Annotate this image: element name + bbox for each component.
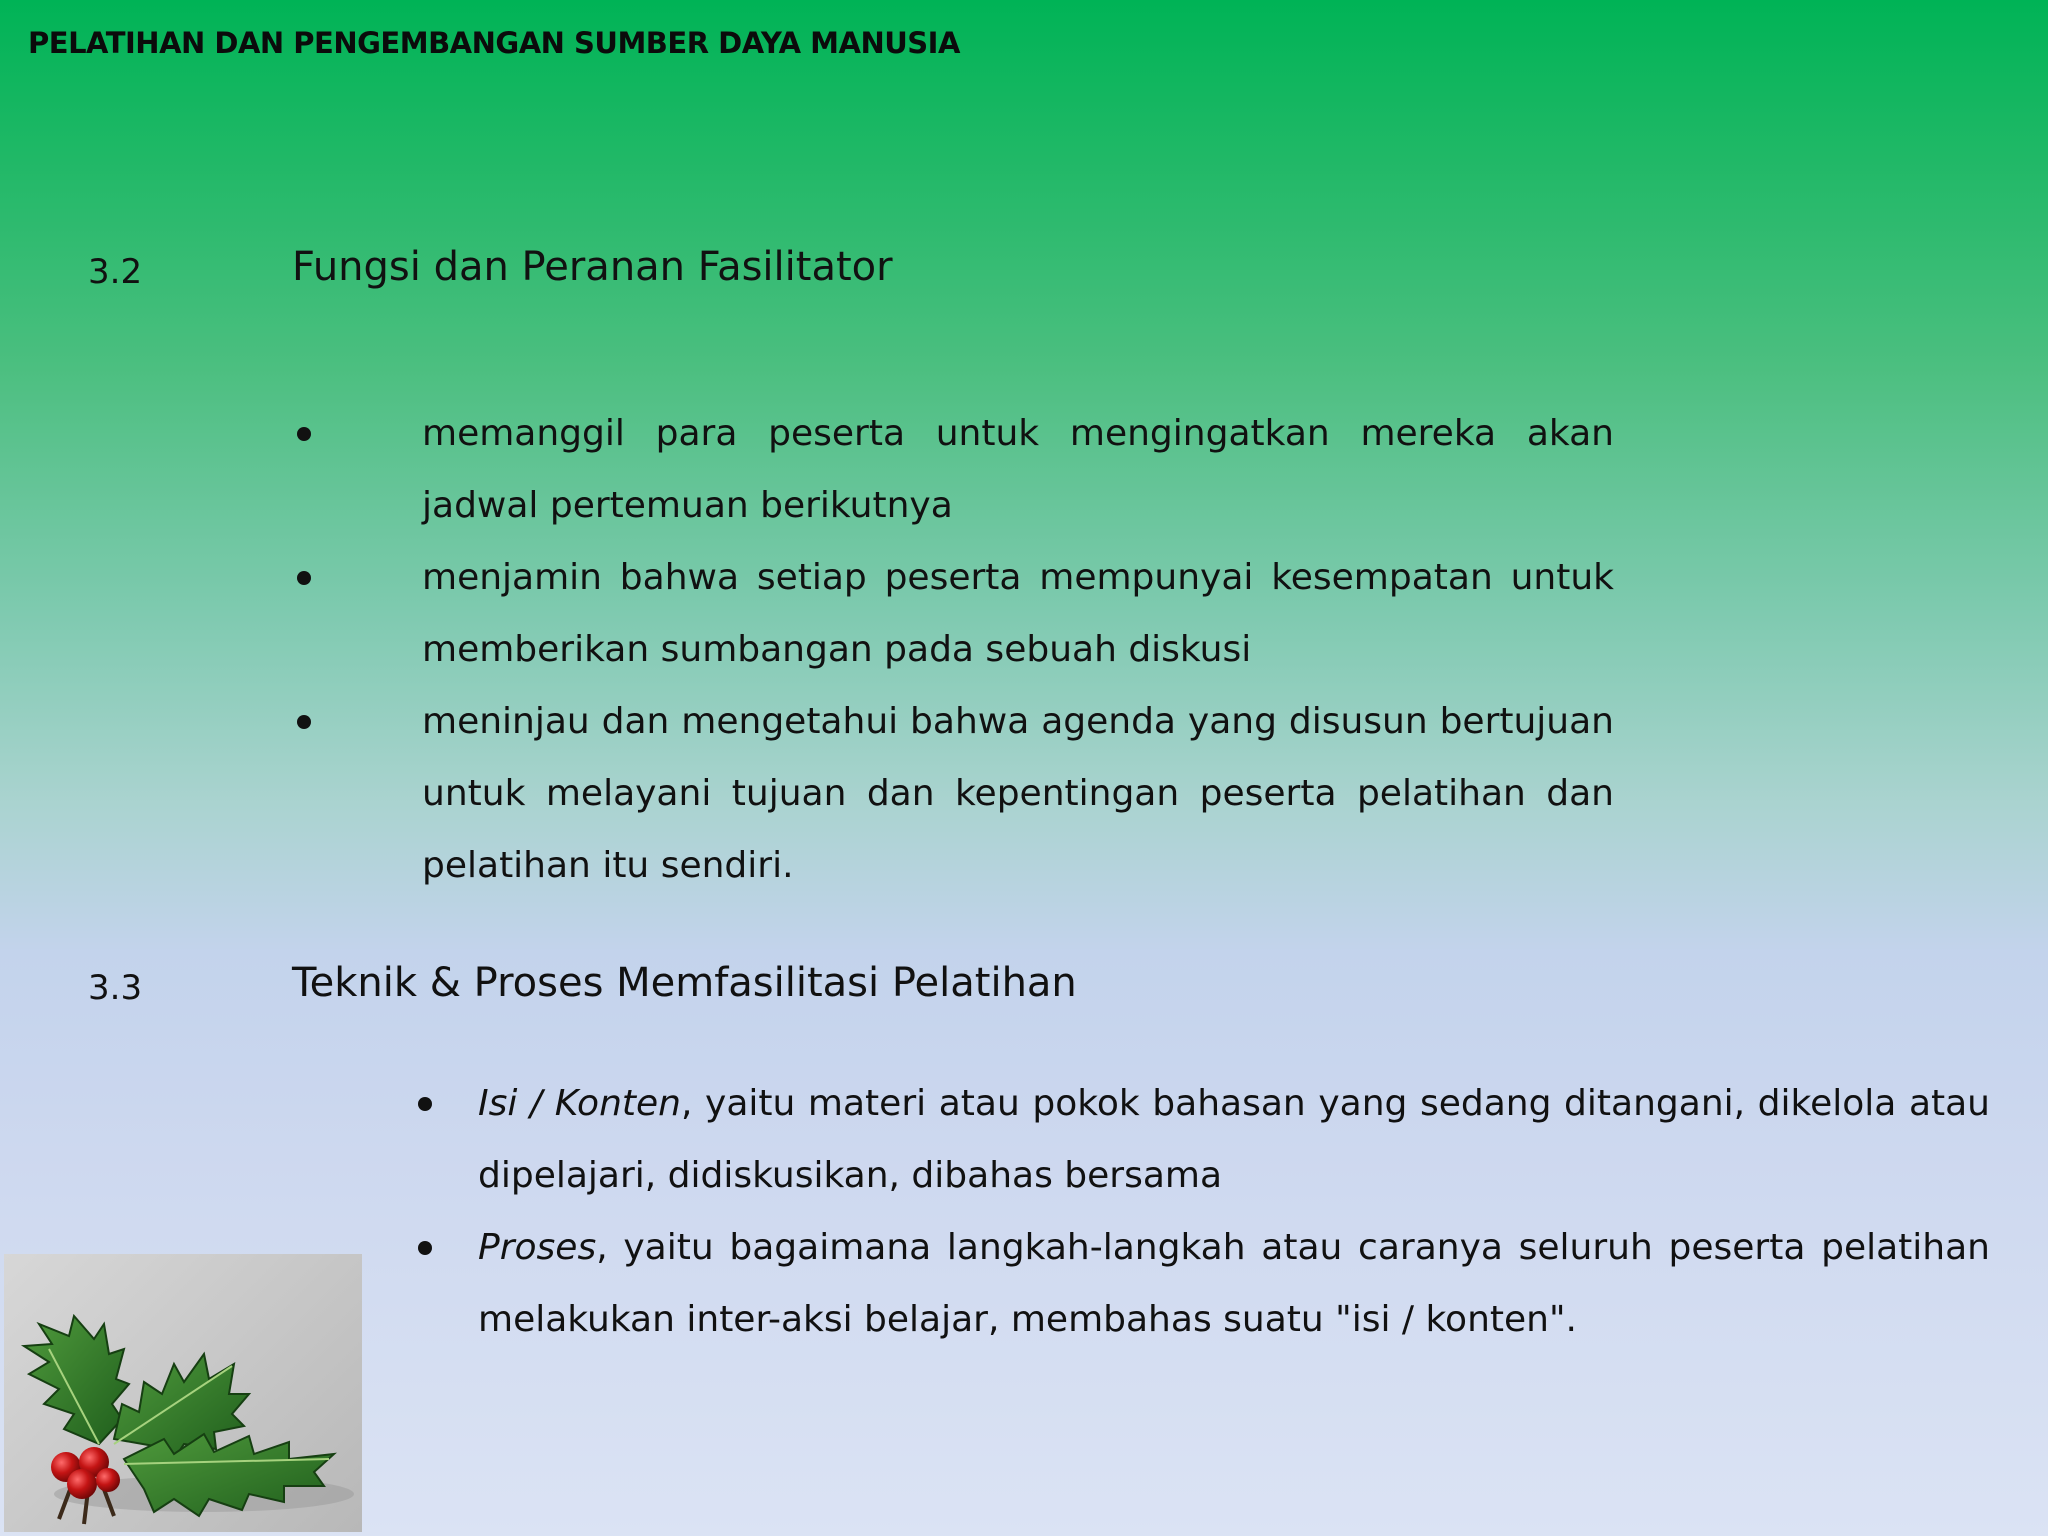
- section-number-3-3: 3.3: [88, 968, 143, 1008]
- bullet-dot-icon: [297, 427, 311, 441]
- bullet-dot-icon: [418, 1097, 432, 1111]
- list-item: [422, 542, 1614, 686]
- holly-icon: [4, 1254, 362, 1532]
- bullet-text: menjamin bahwa setiap peserta mempunyai kesempatan untuk memberikan sumbangan pada sebuah diskusi: [422, 557, 1614, 670]
- bullet-text: memanggil para peserta untuk mengingatkan mereka akan jadwal pertemuan berikutnya: [422, 413, 1614, 526]
- bullet-term: Isi / Konten: [478, 1083, 681, 1124]
- bullet-dot-icon: [418, 1241, 432, 1255]
- list-item: [478, 1068, 1990, 1212]
- fungsi-bullet-list: [422, 398, 1614, 902]
- bullet-dot-icon: [297, 715, 311, 729]
- bullet-text: meninjau dan mengetahui bahwa agenda yang disusun bertujuan untuk melayani tujuan dan kepentingan peserta pelatihan dan pelatihan itu sendiri.: [422, 701, 1614, 886]
- section-title-teknik: Teknik & Proses Memfasilitasi Pelatihan: [292, 960, 1077, 1006]
- slide-header-title: PELATIHAN DAN PENGEMBANGAN SUMBER DAYA MANUSIA: [28, 26, 960, 60]
- bullet-term: Proses: [478, 1227, 597, 1268]
- section-number-3-2: 3.2: [88, 252, 143, 292]
- bullet-text: , yaitu materi atau pokok bahasan yang sedang ditangani, dikelola atau dipelajari, didiskusikan, dibahas bersama: [478, 1083, 1991, 1196]
- bullet-text: , yaitu bagaimana langkah-langkah atau caranya seluruh peserta pelatihan melakukan inter-aksi belajar, membahas suatu "isi / konten".: [478, 1227, 1990, 1340]
- bullet-dot-icon: [297, 571, 311, 585]
- list-item: [422, 398, 1614, 542]
- list-item: [422, 686, 1614, 902]
- holly-leaves-berries-icon: [4, 1254, 362, 1532]
- section-title-fungsi: Fungsi dan Peranan Fasilitator: [292, 244, 893, 290]
- list-item: [478, 1212, 1990, 1356]
- teknik-bullet-list: [478, 1068, 1990, 1356]
